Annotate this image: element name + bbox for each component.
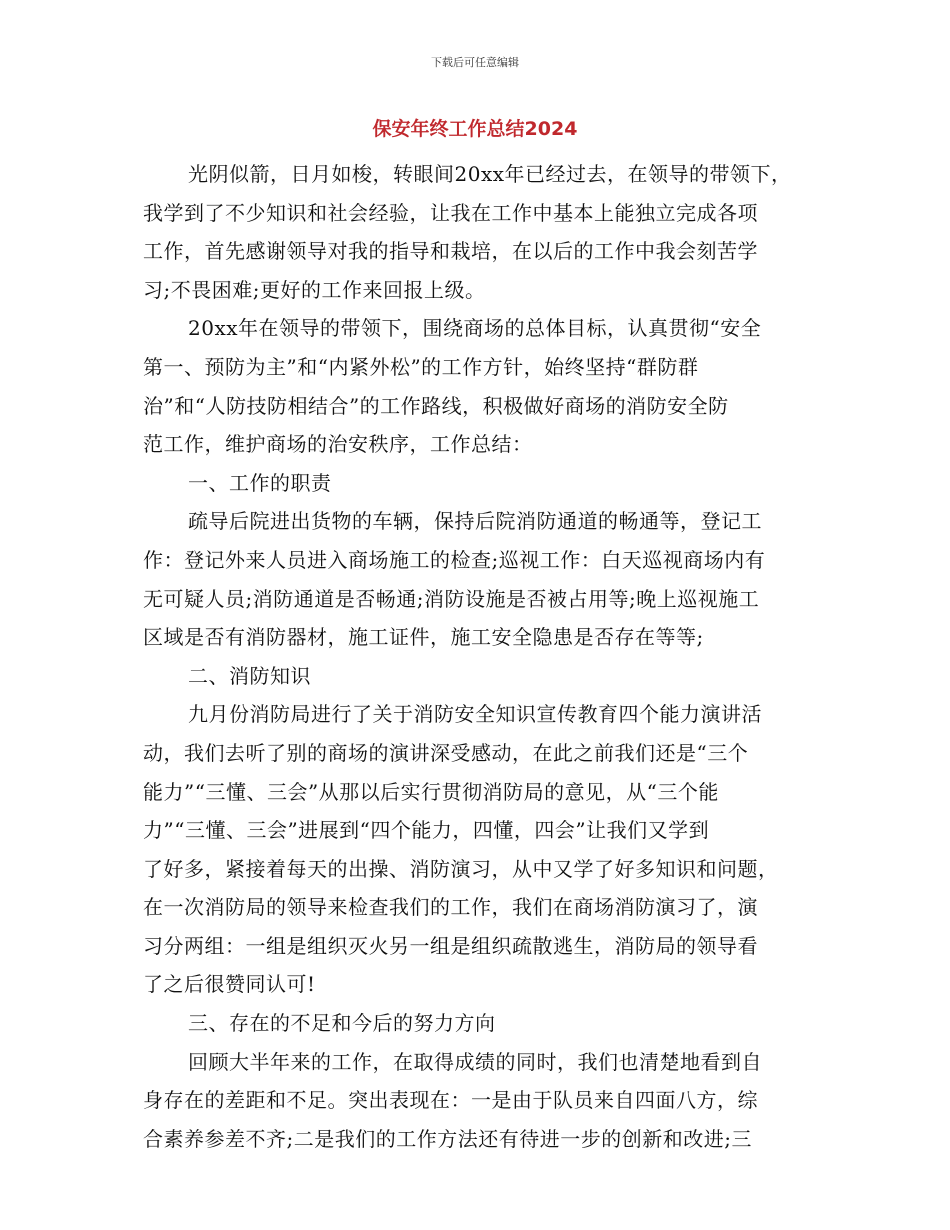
- document-title: 保安年终工作总结2024: [372, 118, 578, 140]
- text-line: 无可疑人员;消防通道是否畅通;消防设施是否被占用等;晚上巡视施工: [143, 586, 760, 611]
- text-line: 第一、预防为主”和“内紧外松”的工作方针，始终坚持“群防群: [143, 354, 699, 379]
- text-line: 作：登记外来人员进入商场施工的检查;巡视工作：白天巡视商场内有: [143, 547, 766, 572]
- text-line: 能力”“三懂、三会”从那以后实行贯彻消防局的意见，从“三个能: [143, 779, 719, 804]
- text-line: 习;不畏困难;更好的工作来回报上级。: [143, 277, 486, 302]
- page-header-note: 下载后可任意编辑: [431, 56, 519, 69]
- text-line: 光阴似箭，日月如梭，转眼间20xx年已经过去，在领导的带领下，: [188, 162, 792, 186]
- text-line: 我学到了不少知识和社会经验，让我在工作中基本上能独立完成各项: [143, 200, 758, 225]
- text-line: 九月份消防局进行了关于消防安全知识宣传教育四个能力演讲活: [188, 702, 762, 727]
- text-line: 动，我们去听了别的商场的演讲深受感动，在此之前我们还是“三个: [143, 740, 749, 765]
- text-line: 工作，首先感谢领导对我的指导和栽培，在以后的工作中我会刻苦学: [143, 239, 758, 264]
- text-line: 了之后很赞同认可!: [143, 972, 316, 997]
- text-line: 习分两组：一组是组织灭火另一组是组织疏散逃生，消防局的领导看: [143, 933, 758, 958]
- text-line: 力”“三懂、三会”进展到“四个能力，四懂，四会”让我们又学到: [143, 818, 710, 843]
- text-line: 区域是否有消防器材，施工证件，施工安全隐患是否存在等等;: [143, 625, 704, 650]
- text-line: 合素养参差不齐;二是我们的工作方法还有待进一步的创新和改进;三: [143, 1126, 752, 1151]
- text-line: 范工作，维护商场的治安秩序，工作总结：: [143, 432, 533, 457]
- text-line: 20xx年在领导的带领下，围绕商场的总体目标，认真贯彻“安全: [188, 316, 762, 341]
- text-line: 在一次消防局的领导来检查我们的工作，我们在商场消防演习了，演: [143, 895, 758, 920]
- text-line: 治”和“人防技防相结合”的工作路线，积极做好商场的消防安全防: [143, 393, 729, 418]
- text-line: 回顾大半年来的工作，在取得成绩的同时，我们也清楚地看到自: [188, 1049, 762, 1074]
- text-line: 身存在的差距和不足。突出表现在：一是由于队员来自四面八方，综: [143, 1088, 758, 1113]
- text-line: 二、消防知识: [188, 663, 311, 688]
- text-line: 三、存在的不足和今后的努力方向: [188, 1011, 496, 1036]
- text-line: 了好多，紧接着每天的出操、消防演习，从中又学了好多知识和问题，: [143, 856, 779, 881]
- text-line: 一、工作的职责: [188, 470, 332, 495]
- document-body: [143, 155, 823, 1158]
- text-line: 疏导后院进出货物的车辆，保持后院消防通道的畅通等，登记工: [188, 509, 762, 534]
